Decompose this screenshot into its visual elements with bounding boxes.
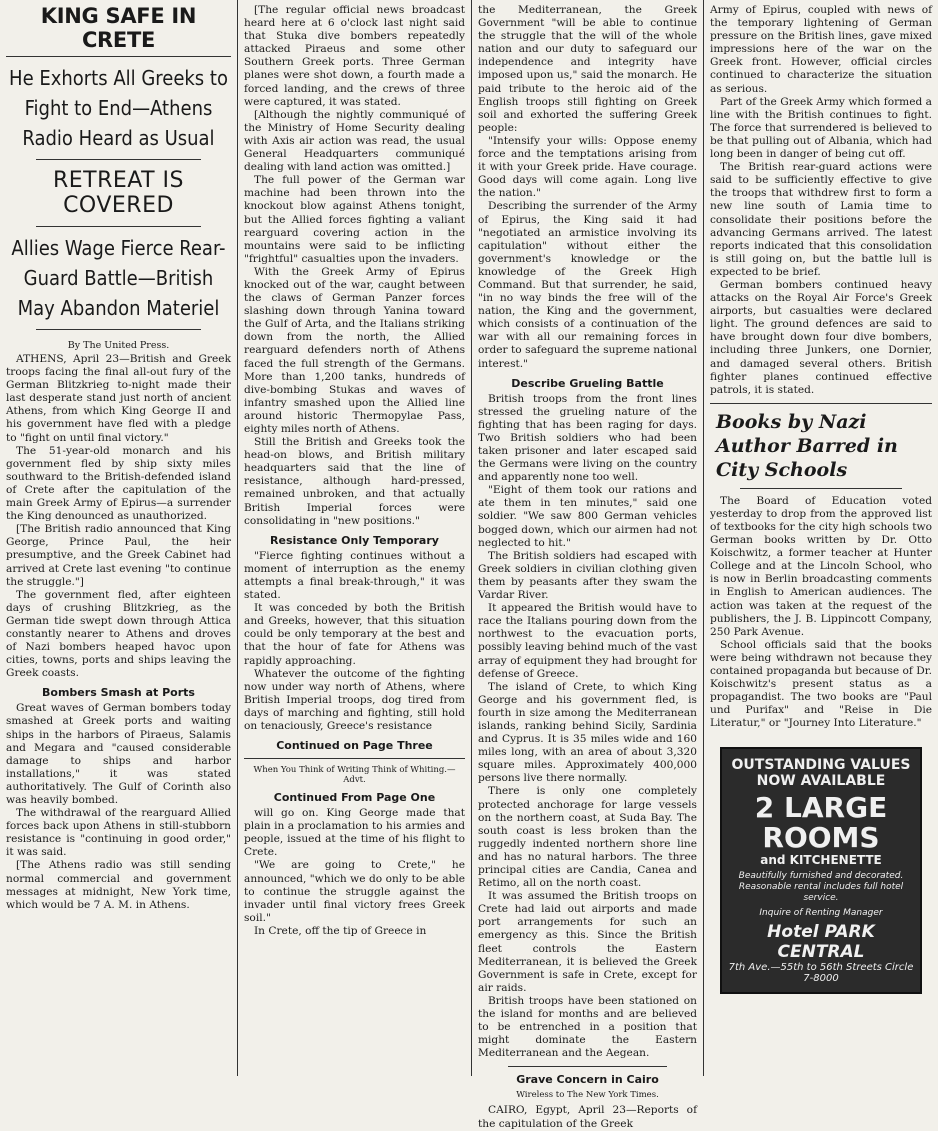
paragraph: Part of the Greek Army which formed a line with the British continues to fight. The force that surrendered is believed to be that pulling out of Albania, which had long been in danger of being cut off. [710,95,932,161]
paragraph: The Board of Education voted yesterday to drop from the approved list of textbooks for the city high schools two German books written by Dr. Otto Koischwitz, a former teacher at Hunter College and at the Lincoln School, who is now in Berlin broadcasting comments in English to American audiences. The action was taken at the request of the publishers, the J. B. Lippincott Company, 250 Park Avenue. [710,494,932,638]
paragraph: Great waves of German bombers today smashed at Greek ports and waiting ships in the harbors of Piraeus, Salamis and Megara and "caused considerable damage to ships and harbor installations," it was stated authoritatively. The Gulf of Corinth also was heavily bombed. [6,702,231,806]
paragraph: will go on. King George made that plain in a proclamation to his armies and people, issued at the time of his flight to Crete. [244,807,465,859]
paragraph: "Intensify your wills: Oppose enemy force and the temptations arising from it with your Greek pride. Have courage. Good days will come again. Long live the nation." [478,134,697,200]
paragraph: [The Athens radio was still sending normal commercial and government messages at midnight, New York time, which would be 7 A. M. in Athens. [6,859,231,911]
paragraph: "Eight of them took our rations and ate them in ten minutes," said one soldier. "We saw 800 German vehicles bogged down, which our airmen had not neglected to hit." [478,484,697,549]
ad-line: Hotel PARK CENTRAL [767,921,875,962]
hotel-advertisement [720,747,922,994]
paragraph: Describing the surrender of the Army of Epirus, the King said it had "negotiated an armistice involving its capitulation" without either the government's knowledge or the knowledge of the Greek High Command. But that surrender, he said, "in no way binds the free will of the nation, the King and the government, which consists of a continuation of the war with all our remaining forces in order to safeguard the supreme national interest." [478,200,697,370]
paragraph: The British soldiers had escaped with Greek soldiers in civilian clothing given them by peasants after they swam the Vardar River. [478,549,697,602]
paragraph: School officials said that the books were being withdrawn not because they contained propaganda but because of Dr. Koischwitz's present status as a propagandist. The two books are "Paul und Purifax" and "Reise in Die Literatur," or "Journey Into Literature." [710,638,932,730]
paragraph: Still the British and Greeks took the head-on blows, and British military headquarters said that the line of resistance, although hard-pressed, remained unbroken, and that actually British Imperial forces were consolidating in "new positions." [244,436,465,527]
paragraph: The British rear-guard actions were said to be sufficiently effective to give the troops that withdrew first to form a new line south of Lamia time to consolidate their positions before the advancing Germans arrived. The latest reports indicated that this consolidation is still going on, but the battle lull is expected to be brief. [710,161,932,278]
headline-nazi-books: Books by Nazi Author Barred in City Schools [716,410,898,481]
subhead-bombers: Bombers Smash at Ports [42,686,195,700]
paragraph: The government fled, after eighteen days of crushing Blitzkrieg, as the German tide swept down through Attica constantly nearer to Athens and droves of Nazi bombers heaped havoc upon cities, towns, ports and ships leaving the Greek coasts. [6,588,231,680]
paragraph: The full power of the German war machine had been thrown into the knockout blow against Athens tonight, but the Allied forces fighting a valiant rearguard covering action in the mountains were said to be inflicting "frightful" casualties upon the invaders. [244,174,465,265]
paragraph: In Crete, off the tip of Greece in [254,924,427,937]
column-1 [0,0,238,1076]
subhead-cairo: Grave Concern in Cairo [516,1073,659,1087]
paragraph: British troops have been stationed on the island for months and are believed to be entrenched in a position that might dominate the Eastern Mediterranean and the Aegean. [478,994,697,1060]
paragraph: Army of Epirus, coupled with news of the temporary lightening of German pressure on the British lines, gave mixed impressions here of the war on the Greek front. However, official circles continued to characterize the situation as serious. [710,4,932,95]
advert-note: When You Think of Writing Think of Whiting.—Advt. [253,765,456,786]
divider [36,159,201,160]
paragraph: British troops from the front lines stressed the grueling nature of the fighting that has been raging for days. Two British soldiers who had been taken prisoner and later escaped said the Germans were living on the country and apparently none too well. [478,392,697,484]
column-4 [704,0,938,1076]
ad-line: 7th Ave.—55th to 56th Streets Circle 7-8000 [728,961,914,984]
paragraph: With the Greek Army of Epirus knocked out of the war, caught between the claws of German Panzer forces slashing down through Yanina toward the Gulf of Arta, and the Italians striking down from the north, the Allied rearguard defenders north of Athens faced the full strength of the Germans. More than 1,200 tanks, hundreds of dive-bombing Stukas and waves of infantry smashed upon the Allied line around historic Thermopylae Pass, eighty miles north of Athens. [244,265,465,435]
headline-king-safe: KING SAFE IN CRETE [6,4,231,57]
paragraph: The withdrawal of the rearguard Allied forces back upon Athens in still-stubborn resistance is "continuing in good order," it was said. [6,807,231,859]
paragraph: Whatever the outcome of the fighting now under way north of Athens, where British Imperial troops, dog tired from days of marching and fighting, still hold on tenaciously, Greece's resistance [244,667,465,732]
paragraph: It appeared the British would have to race the Italians pouring down from the northwest to the evacuation ports, possibly leaving behind much of the vast array of equipment they had brought for defense of Greece. [478,602,697,680]
paragraph: [The British radio announced that King George, Prince Paul, the heir presumptive, and the Greek Cabinet had arrived at Crete last evening "to continue the struggle."] [6,523,231,588]
ad-line: Inquire of Renting Manager [759,907,883,918]
continued-on-page-three: Continued on Page Three [276,739,433,753]
paragraph: "We are going to Crete," he announced, "which we do only to be able to continue the struggle against the invader until final victory frees Greek soil." [244,859,465,924]
deck-retreat-covered: RETREAT IS COVERED [52,168,185,218]
divider [710,403,932,404]
divider [244,758,465,759]
column-3 [472,0,704,1130]
paragraph: "Fierce fighting continues without a moment of interruption as the enemy attempts a final break-through," it was stated. [244,549,465,602]
wire-credit: Wireless to The New York Times. [516,1090,659,1101]
paragraph: ATHENS, April 23—British and Greek troops facing the final all-out fury of the German Blitzkrieg to-night made their last desperate stand just north of ancient Athens, from which King George II and his government have fled with a pledge to "fight on until final victory." [6,353,231,444]
ad-line: Beautifully furnished and decorated. Reasonable rental includes full hotel service. [738,870,904,903]
byline: By The United Press. [67,340,170,351]
continued-from-page-one: Continued From Page One [273,791,436,805]
deck-exhorts: He Exhorts All Greeks to Fight to End—Athens Radio Heard as Usual [9,66,228,150]
divider [36,226,201,227]
column-2 [238,0,472,1076]
ad-line: OUTSTANDING VALUES [731,756,911,773]
paragraph: German bombers continued heavy attacks on the Royal Air Force's Greek airports, but casualties were declared light. The ground defences are said to have brought down four dive bombers, including three Junkers, one Dornier, and damaged several others. British fighter planes continued effective patrols, it is stated. [710,278,932,396]
divider [508,1066,667,1067]
ad-line: 2 LARGE ROOMS [754,790,888,854]
paragraph: It was assumed the British troops on Crete had laid out airports and made port arrangements for such an emergency as this. Since the British fleet controls the Eastern Mediterranean, it is believed the Greek Government is safe in Crete, except for air raids. [478,890,697,994]
paragraph: The 51-year-old monarch and his government fled by ship sixty miles southward to the British-defended island of Crete after the capitulation of the main Greek Army of Epirus—a surrender the King denounced as unauthorized. [6,444,231,523]
divider [36,329,201,330]
ad-line: and KITCHENETTE [760,852,882,867]
paragraph: The island of Crete, to which King George and his government fled, is fourth in size among the Mediterranean islands, ranking behind Sicily, Sardinia and Cyprus. It is 35 miles wide and 160 miles long, with an area of about 3,320 square miles. Approximately 400,000 persons live there normally. [478,680,697,785]
paragraph: It was conceded by both the British and Greeks, however, that this situation could be only temporary at the best and that the hour of fate for Athens was rapidly approaching. [244,602,465,667]
paragraph: [Although the nightly communiqué of the Ministry of Home Security dealing with Axis air action was read, the usual General Headquarters communiqué dealing with land action was omitted.] [244,108,465,174]
paragraph: [The regular official news broadcast heard here at 6 o'clock last night said that Stuka dive bombers repeatedly attacked Piraeus and some other Southern Greek ports. Three German planes were shot down, a fourth made a forced landing, and the crews of three were captured, it was stated. [244,4,465,108]
deck-allies-wage: Allies Wage Fierce Rear-Guard Battle—British May Abandon Materiel [11,236,226,320]
subhead-resistance: Resistance Only Temporary [270,533,439,547]
paragraph: the Mediterranean, the Greek Government "will be able to continue the struggle that the will of the whole nation and our duty to safeguard our independence and integrity have imposed upon us," said the monarch. He paid tribute to the heroic aid of the English troops still fighting on Greek soil and exhorted the suffering Greek people: [478,4,697,134]
paragraph: CAIRO, Egypt, April 23—Reports of the capitulation of the Greek [478,1104,697,1130]
paragraph: There is only one completely protected anchorage for large vessels on the northern coast, at Suda Bay. The south coast is less broken than the ruggedly indented northern shore line and has no natural harbors. The three principal cities are Candia, Canea and Retimo, all on the north coast. [478,785,697,890]
divider [740,488,902,489]
subhead-grueling-battle: Describe Grueling Battle [511,376,664,390]
ad-line: NOW AVAILABLE [756,772,886,789]
